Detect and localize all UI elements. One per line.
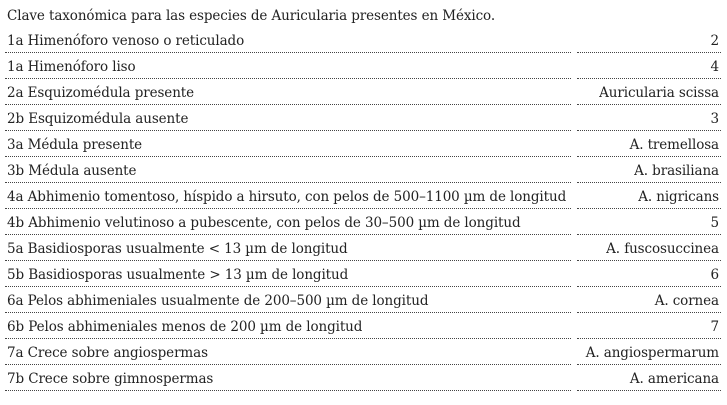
row-divider-right bbox=[577, 52, 721, 53]
key-result: 6 bbox=[710, 267, 719, 283]
key-row bbox=[0, 54, 727, 80]
key-result: 7 bbox=[710, 319, 719, 335]
key-lead: 4a Abhimenio tomentoso, híspido a hirsuto, con pelos de 500–1100 µm de longitud bbox=[7, 189, 567, 205]
key-row bbox=[0, 132, 727, 158]
key-row bbox=[0, 340, 727, 366]
key-result: Auricularia scissa bbox=[599, 85, 719, 101]
row-divider-left bbox=[5, 364, 571, 365]
row-divider-right bbox=[577, 364, 721, 365]
key-result: A. nigricans bbox=[638, 189, 719, 205]
key-row bbox=[0, 314, 727, 340]
row-divider-right bbox=[577, 390, 721, 391]
key-lead: 5b Basidiosporas usualmente > 13 µm de longitud bbox=[7, 267, 349, 283]
key-row bbox=[0, 262, 727, 288]
key-result: A. fuscosuccinea bbox=[606, 241, 719, 257]
key-row bbox=[0, 158, 727, 184]
key-result: 5 bbox=[710, 215, 719, 231]
row-divider-left bbox=[5, 104, 571, 105]
key-result: 2 bbox=[710, 33, 719, 49]
key-row bbox=[0, 28, 727, 54]
row-divider-left bbox=[5, 312, 571, 313]
row-divider-right bbox=[577, 130, 721, 131]
row-divider-right bbox=[577, 208, 721, 209]
row-divider-left bbox=[5, 130, 571, 131]
row-divider-right bbox=[577, 78, 721, 79]
row-divider-left bbox=[5, 156, 571, 157]
key-lead: 2a Esquizomédula presente bbox=[7, 85, 195, 101]
table-caption: Clave taxonómica para las especies de Auricularia presentes en México. bbox=[7, 8, 496, 24]
key-lead: 4b Abhimenio velutinoso a pubescente, con pelos de 30–500 µm de longitud bbox=[7, 215, 521, 231]
key-result: A. angiospermarum bbox=[585, 345, 719, 361]
key-lead: 7a Crece sobre angiospermas bbox=[7, 345, 208, 361]
key-lead: 5a Basidiosporas usualmente < 13 µm de longitud bbox=[7, 241, 348, 257]
row-divider-left bbox=[5, 52, 571, 53]
key-lead: 6b Pelos abhimeniales menos de 200 µm de longitud bbox=[7, 319, 363, 335]
key-row bbox=[0, 184, 727, 210]
row-divider-right bbox=[577, 104, 721, 105]
key-lead: 7b Crece sobre gimnospermas bbox=[7, 371, 214, 387]
row-divider-right bbox=[577, 312, 721, 313]
key-row bbox=[0, 366, 727, 392]
key-lead: 6a Pelos abhimeniales usualmente de 200–500 µm de longitud bbox=[7, 293, 429, 309]
row-divider-left bbox=[5, 208, 571, 209]
key-result: 4 bbox=[710, 59, 719, 75]
key-table bbox=[0, 28, 727, 392]
key-row bbox=[0, 236, 727, 262]
key-lead: 2b Esquizomédula ausente bbox=[7, 111, 189, 127]
key-lead: 1a Himenóforo liso bbox=[7, 59, 136, 75]
row-divider-right bbox=[577, 234, 721, 235]
key-row bbox=[0, 80, 727, 106]
key-row bbox=[0, 288, 727, 314]
key-result: A. tremellosa bbox=[629, 137, 719, 153]
row-divider-left bbox=[5, 234, 571, 235]
row-divider-right bbox=[577, 338, 721, 339]
key-row bbox=[0, 106, 727, 132]
row-divider-right bbox=[577, 156, 721, 157]
key-result: A. cornea bbox=[654, 293, 719, 309]
row-divider-left bbox=[5, 286, 571, 287]
key-lead: 3b Médula ausente bbox=[7, 163, 137, 179]
row-divider-left bbox=[5, 390, 571, 391]
key-lead: 3a Médula presente bbox=[7, 137, 143, 153]
row-divider-left bbox=[5, 78, 571, 79]
key-result: 3 bbox=[710, 111, 719, 127]
key-lead: 1a Himenóforo venoso o reticulado bbox=[7, 33, 245, 49]
row-divider-left bbox=[5, 260, 571, 261]
row-divider-right bbox=[577, 182, 721, 183]
key-row bbox=[0, 210, 727, 236]
row-divider-right bbox=[577, 286, 721, 287]
key-result: A. americana bbox=[629, 371, 719, 387]
row-divider-left bbox=[5, 182, 571, 183]
key-result: A. brasiliana bbox=[634, 163, 719, 179]
row-divider-right bbox=[577, 260, 721, 261]
row-divider-left bbox=[5, 338, 571, 339]
